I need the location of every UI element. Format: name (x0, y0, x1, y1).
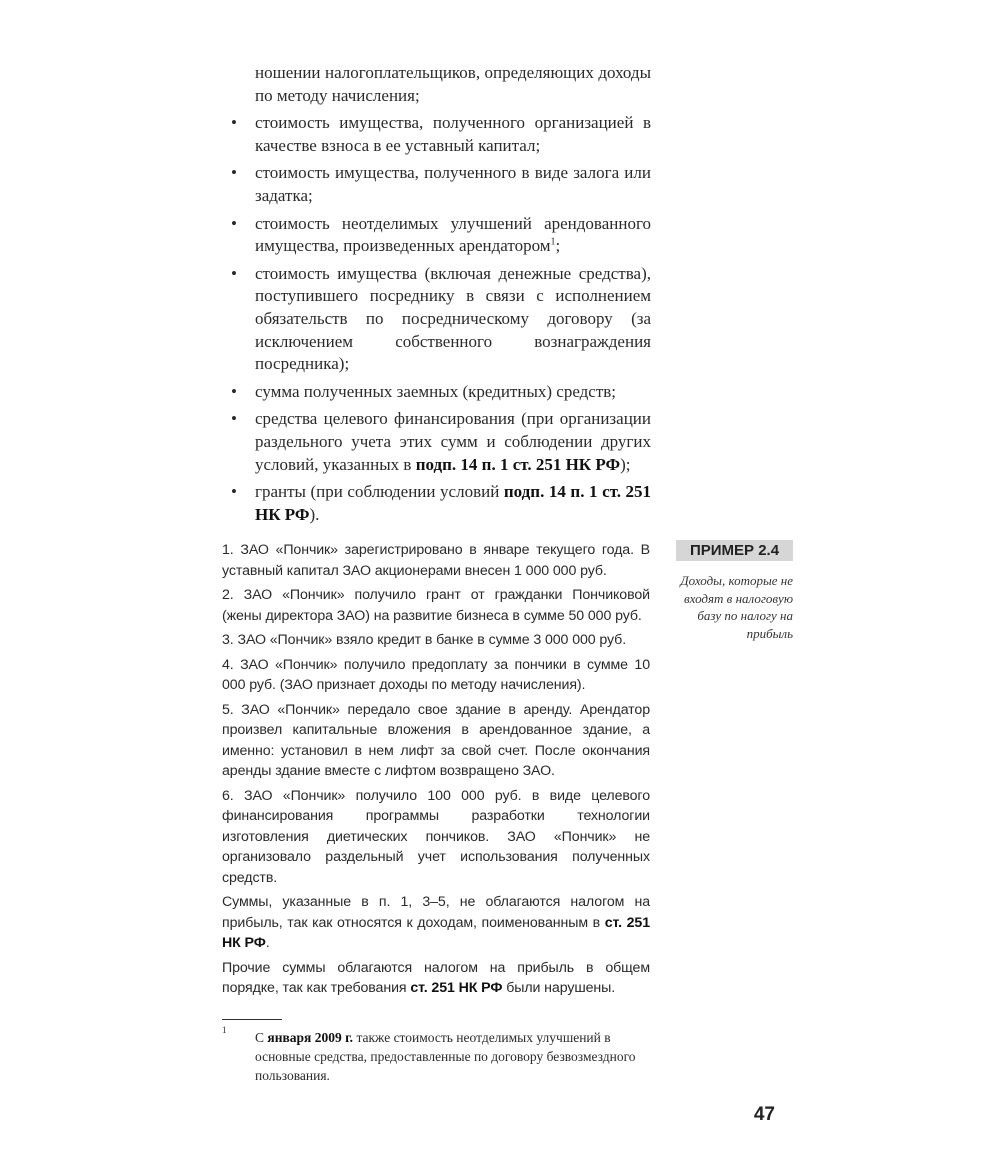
example-conclusion: Суммы, указанные в п. 1, 3–5, не облагаются налогом на прибыль, так как относятся к доходам, поименованным в ст. 251 НК РФ. (222, 894, 650, 952)
income-exclusions-list (231, 112, 651, 526)
example-paragraph: 6. ЗАО «Пончик» получило 100 000 руб. в виде целевого финансирования программы разработки технологии изготовления диетических пончиков. ЗАО «Пончик» не организовало раздельный учет использования полученных средств. (222, 787, 650, 886)
bullet-icon: • (231, 381, 237, 401)
example-paragraph: 3. ЗАО «Пончик» взяло кредит в банке в сумме 3 000 000 руб. (222, 632, 627, 649)
example-sidebar (658, 540, 793, 642)
example-paragraph: 1. ЗАО «Пончик» зарегистрировано в январе текущего года. В уставный капитал ЗАО акционерами внесен 1 000 000 руб. (222, 542, 650, 579)
footnote-ref: 1 (550, 236, 556, 248)
law-reference: подп. 14 п. 1 ст. 251 НК РФ (255, 482, 651, 524)
footnote (222, 1024, 652, 1085)
list-item: • сумма полученных заемных (кредитных) средств; (255, 381, 651, 404)
list-item: • средства целевого финансирования (при организации раздельного учета этих сумм и соблюдении других условий, указанных в подп. 14 п. 1 ст. 251 НК РФ); (231, 409, 651, 474)
example-paragraph: 4. ЗАО «Пончик» получило предоплату за пончики в сумме 10 000 руб. (ЗАО признает доходы по методу начисления). (222, 656, 650, 694)
example-paragraph: 2. ЗАО «Пончик» получило грант от гражданки Пончиковой (жены директора ЗАО) на развитие бизнеса в сумме 50 000 руб. (222, 587, 650, 624)
example-section (222, 540, 793, 1003)
continuation-paragraph: ношении налогоплательщиков, определяющих доходы по методу начисления; (255, 63, 651, 105)
example-caption: Доходы, которые не входят в налоговую базу по налогу на прибыль (680, 573, 793, 641)
main-text-block (231, 62, 651, 526)
footnote-number: 1 (222, 1024, 227, 1035)
footnote-text: С января 2009 г. также стоимость неотделимых улучшений в основные средства, предоставленные по договору безвозмездного пользования. (255, 1029, 636, 1083)
page (222, 0, 793, 1157)
list-item: • стоимость имущества, полученного в виде залога или задатка; (231, 163, 651, 205)
footnote-divider (222, 1019, 282, 1020)
law-reference: ст. 251 НК РФ (222, 914, 650, 952)
list-item: • гранты (при соблюдении условий подп. 14 п. 1 ст. 251 НК РФ). (231, 482, 651, 524)
page-number: 47 (753, 1103, 775, 1125)
bullet-icon: • (231, 113, 237, 133)
example-paragraph: 5. ЗАО «Пончик» передало свое здание в аренду. Арендатор произвел капитальные вложения в арендованное здание, а именно: установил в нем лифт за свой счет. После окончания аренды здание вместе с лифтом возвращено ЗАО. (222, 701, 650, 780)
example-block (222, 540, 650, 1003)
law-reference: ст. 251 НК РФ (410, 980, 503, 997)
list-item: • стоимость неотделимых улучшений арендованного имущества, произведенных арендатором$^1$; (231, 213, 651, 256)
law-reference: подп. 14 п. 1 ст. 251 НК РФ (415, 454, 621, 474)
example-label: ПРИМЕР 2.4 (676, 540, 793, 561)
example-conclusion: Прочие суммы облагаются налогом на прибыль в общем порядке, так как требования ст. 251 НК РФ были нарушены. (222, 959, 650, 997)
bullet-icon: • (231, 163, 237, 183)
list-item: • стоимость имущества (включая денежные средства), поступившего посреднику в связи с исполнением обязательств по посредническому договору (за исключением собственного вознаграждения посредника); (231, 263, 651, 374)
bullet-icon: • (231, 213, 237, 233)
list-item: • стоимость имущества, полученного организацией в качестве взноса в ее уставный капитал; (231, 113, 651, 155)
bullet-icon: • (231, 482, 237, 502)
bullet-icon: • (231, 263, 237, 283)
bullet-icon: • (231, 409, 237, 429)
